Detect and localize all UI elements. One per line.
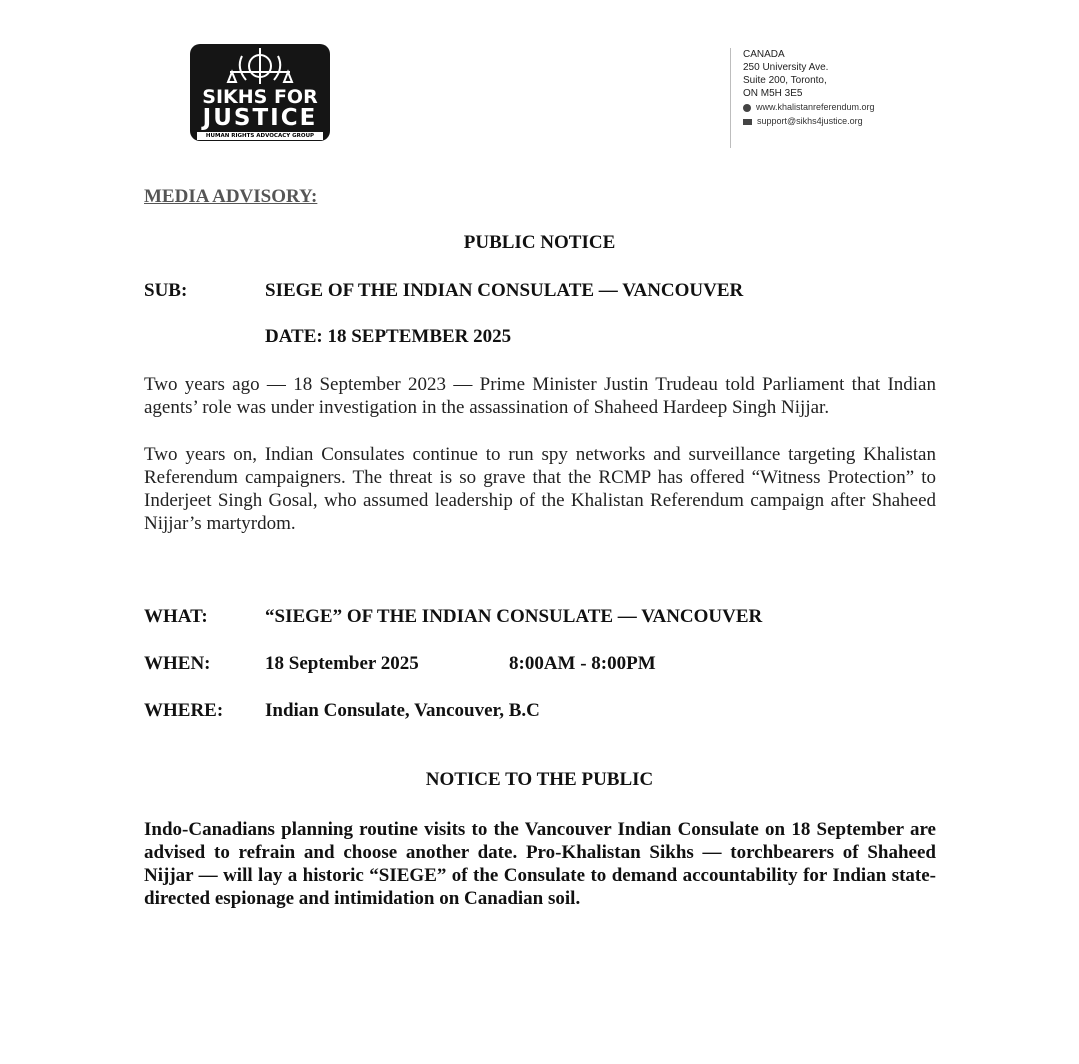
address-postal: ON M5H 3E5 bbox=[743, 88, 803, 99]
mail-icon bbox=[743, 119, 752, 125]
logo-tagline: HUMAN RIGHTS ADVOCACY GROUP bbox=[197, 132, 323, 140]
subject-value: SIEGE OF THE INDIAN CONSULATE — VANCOUVER bbox=[265, 280, 744, 301]
where-label: WHERE: bbox=[144, 700, 224, 721]
subject-label: SUB: bbox=[144, 280, 188, 301]
notice-to-public-heading: NOTICE TO THE PUBLIC bbox=[425, 769, 654, 790]
when-label: WHEN: bbox=[144, 653, 211, 674]
globe-icon bbox=[743, 104, 751, 112]
sfj-logo bbox=[190, 44, 330, 141]
when-time: 8:00AM - 8:00PM bbox=[509, 653, 656, 674]
where-value: Indian Consulate, Vancouver, B.C bbox=[265, 700, 540, 721]
public-notice-heading: PUBLIC NOTICE bbox=[463, 232, 616, 253]
media-advisory-title: MEDIA ADVISORY: bbox=[144, 186, 318, 207]
when-value: 18 September 2025 bbox=[265, 653, 419, 674]
email-row bbox=[743, 115, 943, 128]
address-country: CANADA bbox=[743, 49, 785, 60]
what-value: “SIEGE” OF THE INDIAN CONSULATE — VANCOUVER bbox=[265, 606, 763, 627]
paragraph-1: Two years ago — 18 September 2023 — Prime Minister Justin Trudeau told Parliament that Indian agents’ role was under investigation in the assassination of Shaheed Hardeep Singh Nijjar. bbox=[144, 374, 936, 418]
logo-line1: SIKHS FOR bbox=[202, 86, 318, 108]
email-link[interactable]: support@sikhs4justice.org bbox=[757, 116, 863, 126]
notice-body: Indo-Canadians planning routine visits to the Vancouver Indian Consulate on 18 September are advised to refrain and choose another date. Pro-Khalistan Sikhs — torchbearers of Shaheed Nijjar — will lay a historic “SIEGE” of the Consulate to demand accountability for Indian state-directed espionage and intimidation on Canadian soil. bbox=[144, 819, 936, 909]
address-suite: Suite 200, Toronto, bbox=[743, 75, 827, 86]
address-street: 250 University Ave. bbox=[743, 62, 829, 73]
address-block bbox=[730, 48, 943, 148]
logo-line2: JUSTICE bbox=[202, 105, 318, 131]
website-link[interactable]: www.khalistanreferendum.org bbox=[756, 102, 875, 112]
paragraph-2: Two years on, Indian Consulates continue to run spy networks and surveillance targeting Khalistan Referendum campaigners. The threat is so grave that the RCMP has offered “Witness Protection” to Inderjeet Singh Gosal, who assumed leadership of the Khalistan Referendum campaign after Shaheed Nijjar’s martyrdom. bbox=[144, 444, 936, 534]
what-label: WHAT: bbox=[144, 606, 208, 627]
subject-date: DATE: 18 SEPTEMBER 2025 bbox=[265, 326, 512, 347]
website-row bbox=[743, 101, 943, 114]
